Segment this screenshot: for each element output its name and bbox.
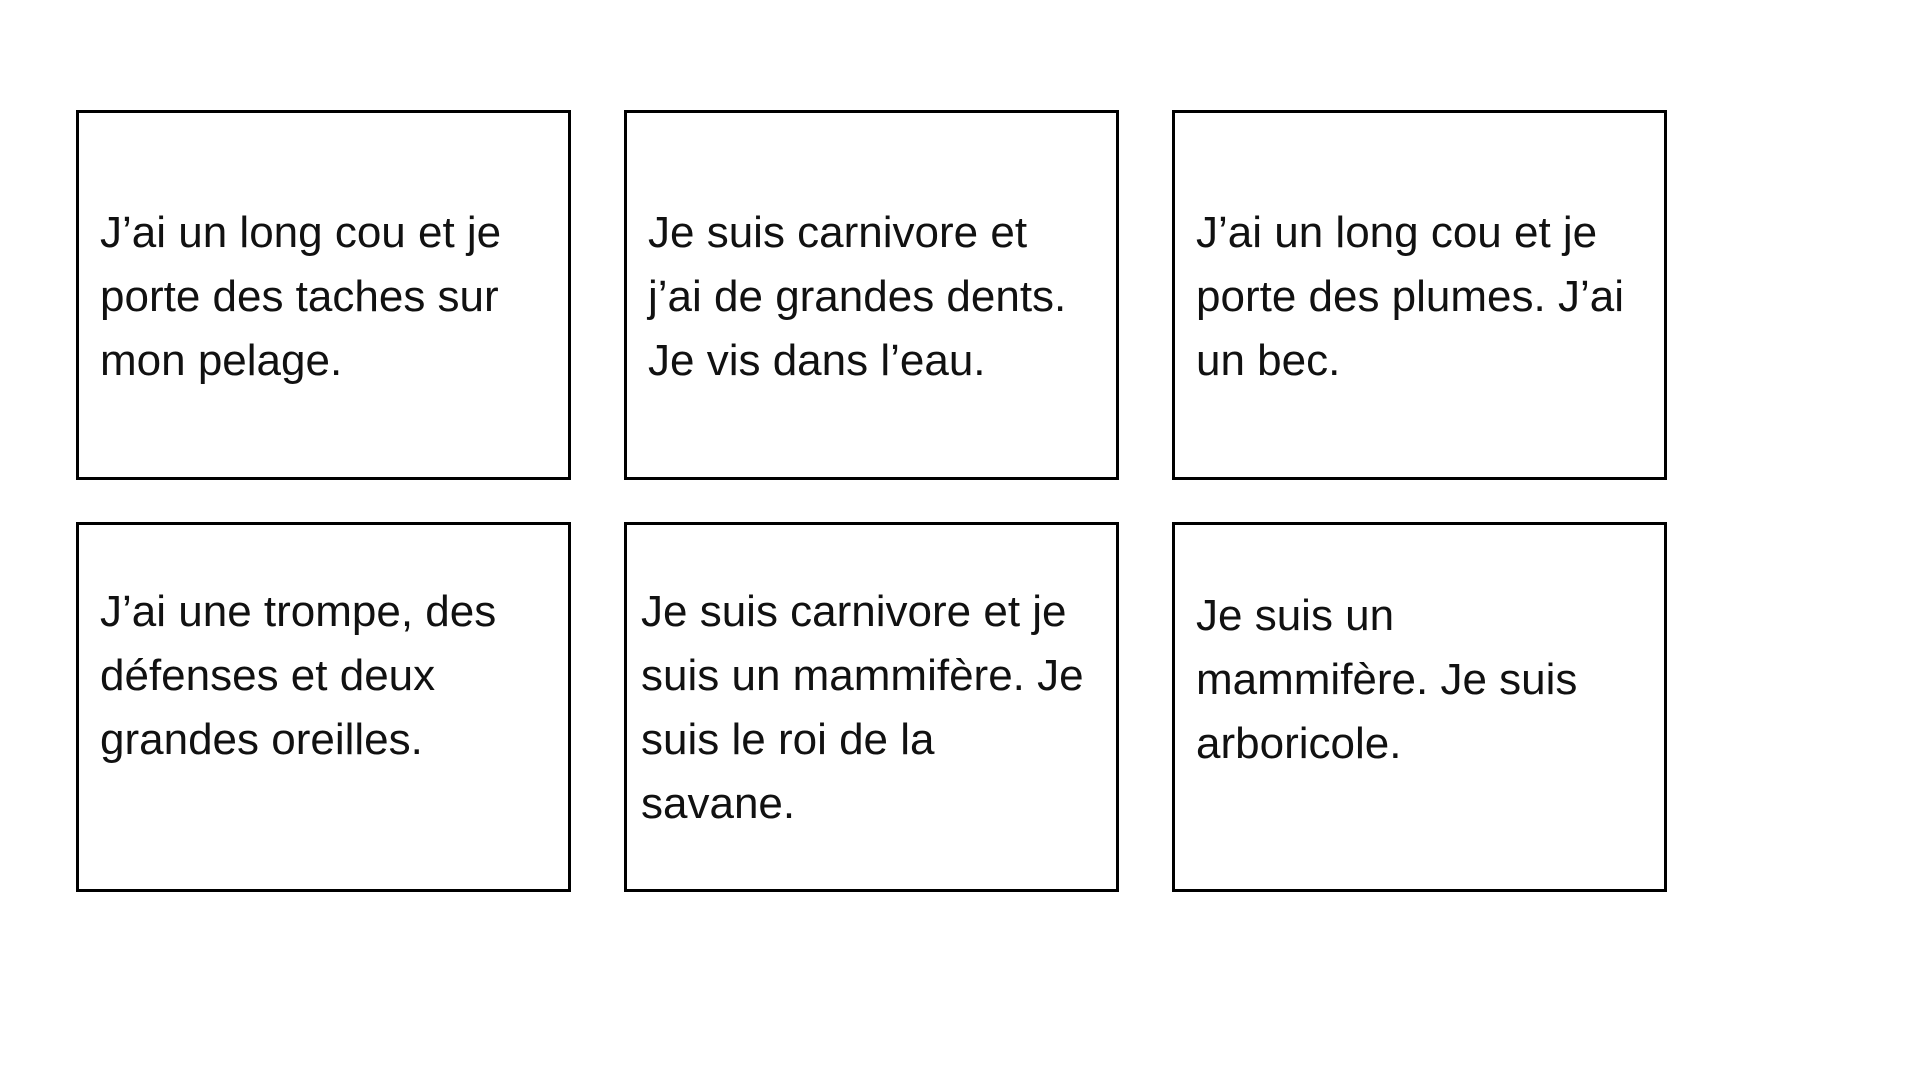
riddle-card-2	[624, 110, 1119, 480]
riddle-card-3	[1172, 110, 1667, 480]
riddle-card-5	[624, 522, 1119, 892]
riddle-card-6	[1172, 522, 1667, 892]
riddle-card-text: J’ai une trompe, des défenses et deux grandes oreilles.	[100, 587, 497, 764]
riddle-card-4	[76, 522, 571, 892]
riddle-card-text: J’ai un long cou et je porte des taches sur mon pelage.	[100, 208, 502, 385]
riddle-card-1	[76, 110, 571, 480]
riddle-card-text: Je suis un mammifère. Je suis arboricole.	[1196, 591, 1578, 768]
riddle-card-text: Je suis carnivore et j’ai de grandes dents. Je vis dans l’eau.	[648, 208, 1067, 385]
riddle-card-text: J’ai un long cou et je porte des plumes. J’ai un bec.	[1196, 208, 1624, 385]
riddle-card-text: Je suis carnivore et je suis un mammifère. Je suis le roi de la savane.	[641, 587, 1084, 828]
